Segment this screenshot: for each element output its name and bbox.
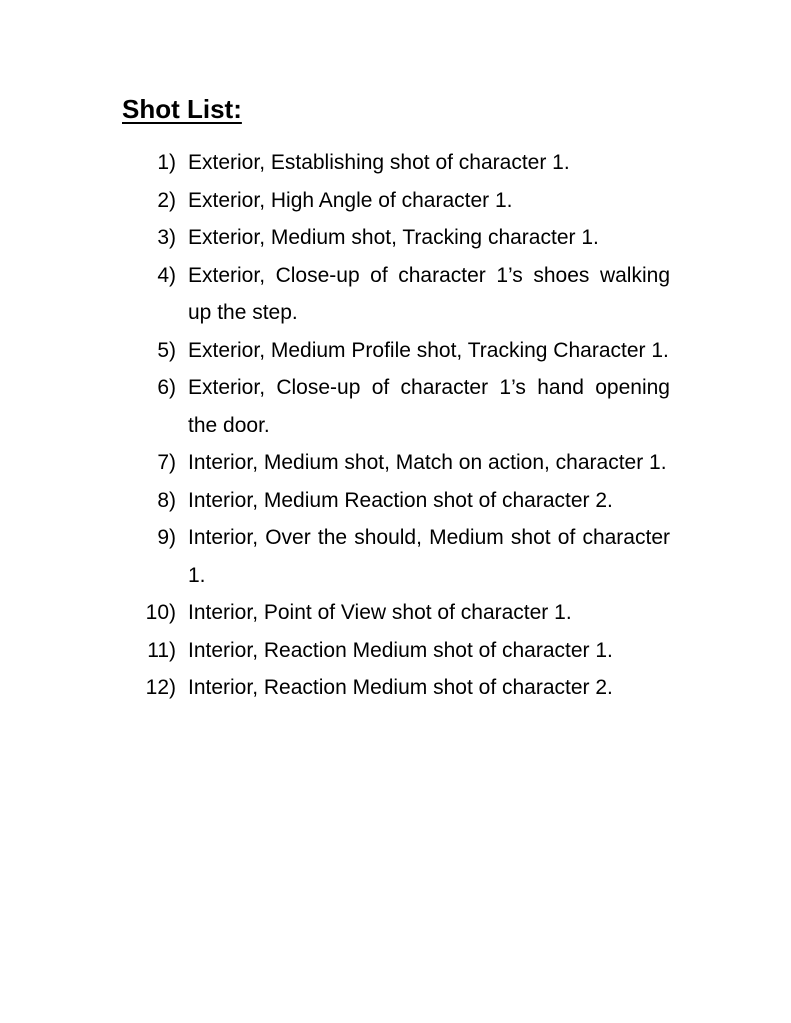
list-item bbox=[0, 332, 791, 370]
item-text: Interior, Reaction Medium shot of character 2. bbox=[188, 676, 613, 699]
item-number: 8) bbox=[157, 488, 176, 512]
item-text: Exterior, Close-up of character 1’s shoes walking up the step. bbox=[188, 263, 670, 324]
list-item bbox=[0, 482, 791, 520]
item-number: 4) bbox=[157, 263, 176, 287]
list-item bbox=[0, 444, 791, 482]
item-text: Interior, Reaction Medium shot of character 1. bbox=[188, 638, 613, 662]
item-number: 9) bbox=[157, 526, 176, 549]
list-item bbox=[0, 257, 791, 332]
list-item bbox=[0, 369, 791, 444]
list-item bbox=[0, 632, 791, 670]
item-text: Exterior, High Angle of character 1. bbox=[188, 188, 513, 212]
list-item bbox=[0, 519, 791, 594]
list-item bbox=[0, 182, 791, 220]
item-number: 7) bbox=[157, 451, 176, 474]
item-text: Interior, Point of View shot of character 1. bbox=[188, 601, 572, 624]
item-text: Interior, Medium shot, Match on action, character 1. bbox=[188, 451, 667, 474]
item-number: 1) bbox=[157, 151, 176, 174]
item-number: 2) bbox=[157, 188, 176, 212]
item-text: Interior, Over the should, Medium shot of character 1. bbox=[188, 526, 670, 587]
item-text: Interior, Medium Reaction shot of character 2. bbox=[188, 488, 613, 512]
list-item bbox=[0, 144, 791, 182]
item-number: 10) bbox=[145, 601, 176, 624]
item-text: Exterior, Close-up of character 1’s hand opening the door. bbox=[188, 376, 670, 437]
item-text: Exterior, Medium shot, Tracking character 1. bbox=[188, 226, 599, 249]
shot-list bbox=[0, 144, 791, 707]
page-title: Shot List: bbox=[122, 94, 242, 124]
item-number: 3) bbox=[157, 226, 176, 249]
list-item bbox=[0, 219, 791, 257]
item-number: 5) bbox=[157, 338, 176, 362]
item-text: Exterior, Medium Profile shot, Tracking Character 1. bbox=[188, 338, 669, 362]
list-item bbox=[0, 594, 791, 632]
list-item bbox=[0, 669, 791, 707]
item-text: Exterior, Establishing shot of character 1. bbox=[188, 151, 570, 174]
item-number: 6) bbox=[157, 376, 176, 399]
item-number: 11) bbox=[147, 638, 176, 662]
item-number: 12) bbox=[145, 676, 176, 699]
